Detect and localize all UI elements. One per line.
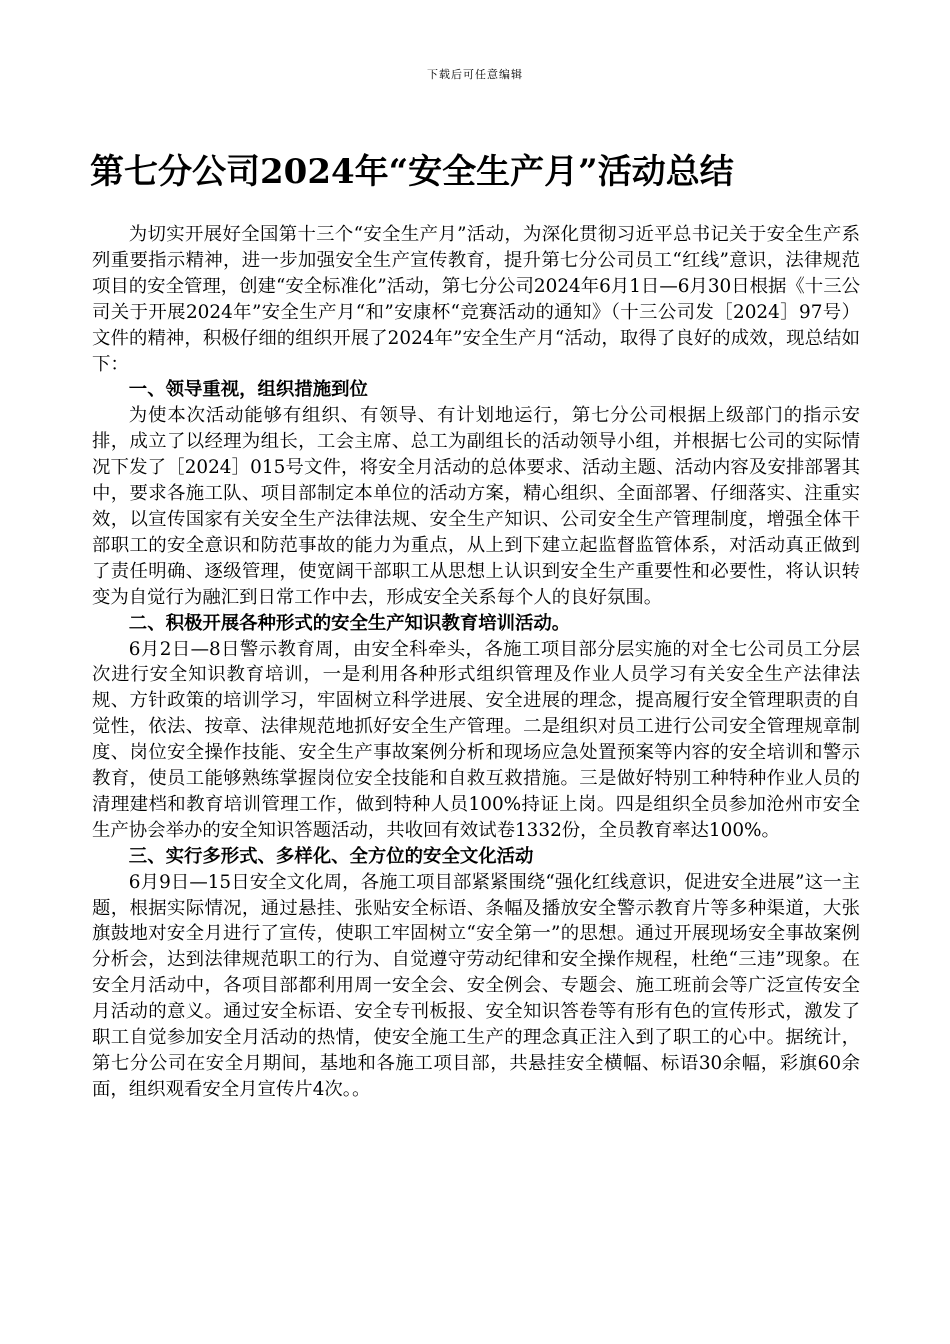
section-body-2: 6月2日—8日警示教育周，由安全科牵头，各施工项目部分层实施的对全七公司员工分层次进行安全知识教育培训，一是利用各种形式组织管理及作业人员学习有关安全生产法律法规、方针政策的培训学习，牢固树立科学进展、安全进展的理念，提高履行安全管理职责的自觉性，依法、按章、法律规范地抓好安全生产管理。二是组织对员工进行公司安全管理规章制度、岗位安全操作技能、安全生产事故案例分析和现场应急处置预案等内容的安全培训和警示教育，使员工能够熟练掌握岗位安全技能和自救互救措施。三是做好特别工种特种作业人员的清理建档和教育培训管理工作，做到特种人员100%持证上岗。四是组织全员参加沧州市安全生产协会举办的安全知识答题活动，共收回有效试卷1332份，全员教育率达100%。 [92, 638, 860, 841]
document-title: 第七分公司2024年“安全生产月”活动总结 [90, 152, 734, 192]
section-body-3: 6月9日—15日安全文化周，各施工项目部紧紧围绕“强化红线意识，促进安全进展”这一主题，根据实际情况，通过悬挂、张贴安全标语、条幅及播放安全警示教育片等多种渠道，大张旗鼓地对安全月进行了宣传，使职工牢固树立“安全第一”的思想。通过开展现场安全事故案例分析会，达到法律规范职工的行为、自觉遵守劳动纪律和安全操作规程，杜绝“三违”现象。在安全月活动中，各项目部都利用周一安全会、安全例会、专题会、施工班前会等广泛宣传安全月活动的意义。通过安全标语、安全专刊板报、安全知识答卷等有形有色的宣传形式，激发了职工自觉参加安全月活动的热情，使安全施工生产的理念真正注入到了职工的心中。据统计，第七分公司在安全月期间，基地和各施工项目部，共悬挂安全横幅、标语30余幅，彩旗60余面，组织观看安全月宣传片4次。。 [92, 871, 860, 1100]
header-note: 下载后可任意编辑 [427, 68, 523, 81]
section-heading-1: 一、领导重视，组织措施到位 [128, 379, 368, 401]
section-heading-3: 三、实行多形式、多样化、全方位的安全文化活动 [128, 845, 534, 867]
section-heading-2: 二、积极开展各种形式的安全生产知识教育培训活动。 [128, 612, 571, 634]
section-body-1: 为使本次活动能够有组织、有领导、有计划地运行，第七分公司根据上级部门的指示安排，成立了以经理为组长，工会主席、总工为副组长的活动领导小组，并根据七公司的实际情况下发了［2024］015号文件，将安全月活动的总体要求、活动主题、活动内容及安排部署其中，要求各施工队、项目部制定本单位的活动方案，精心组织、全面部署、仔细落实、注重实效，以宣传国家有关安全生产法律法规、安全生产知识、公司安全生产管理制度，增强全体干部职工的安全意识和防范事故的能力为重点，从上到下建立起监督监管体系，对活动真正做到了责任明确、逐级管理，使宽阔干部职工从思想上认识到安全生产重要性和必要性，将认识转变为自觉行为融汇到日常工作中去，形成安全关系每个人的良好氛围。 [92, 405, 860, 608]
document-body [92, 222, 860, 1103]
intro-paragraph: 为切实开展好全国第十三个“安全生产月”活动，为深化贯彻习近平总书记关于安全生产系列重要指示精神，进一步加强安全生产宣传教育，提升第七分公司员工“红线”意识，法律规范项目的安全管理，创建“安全标准化”活动，第七分公司2024年6月1日—6月30日根据《十三公司关于开展2024年”安全生产月“和”安康杯“竞赛活动的通知》（十三公司发［2024］97号）文件的精神，积极仔细的组织开展了2024年”安全生产月“活动，取得了良好的成效，现总结如下： [92, 224, 860, 375]
